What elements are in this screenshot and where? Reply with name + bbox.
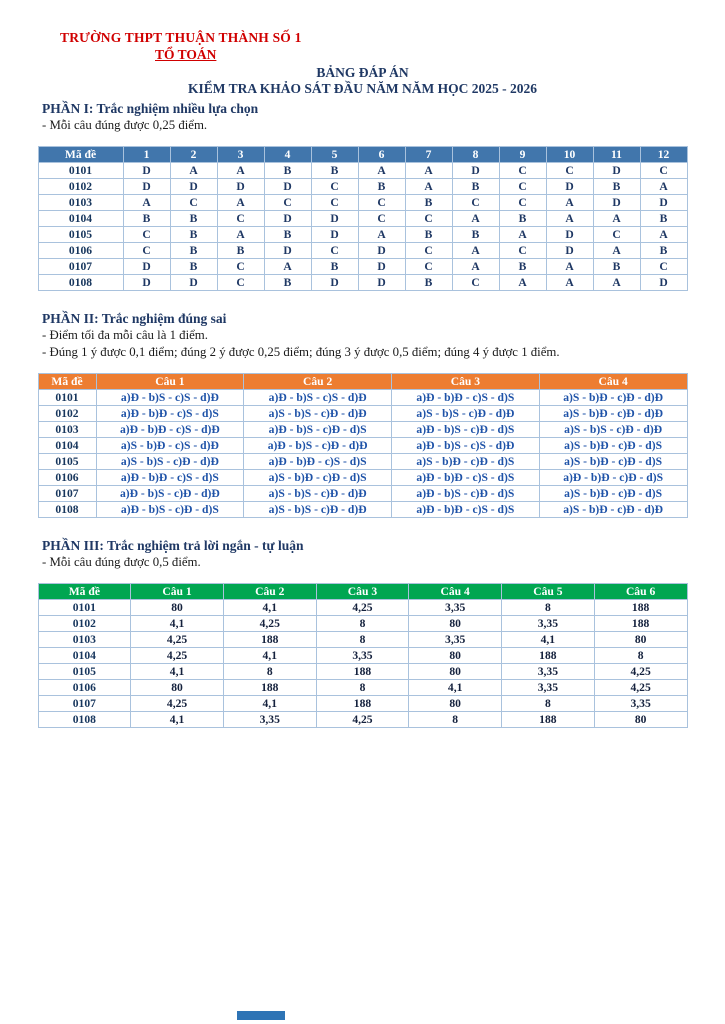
- answer-cell: A: [593, 211, 640, 227]
- exam-code-cell: 0106: [38, 470, 96, 486]
- table-row: [38, 243, 687, 259]
- answer-cell: 8: [223, 664, 316, 680]
- answer-cell: 80: [409, 696, 502, 712]
- answer-cell: 80: [594, 632, 687, 648]
- table-row: [38, 454, 687, 470]
- answer-cell: a)S - b)Đ - c)Đ - d)Đ: [539, 390, 687, 406]
- table-row: [38, 470, 687, 486]
- exam-code-cell: 0101: [38, 163, 123, 179]
- answer-cell: a)Đ - b)S - c)S - d)Đ: [96, 390, 244, 406]
- column-header: 7: [405, 147, 452, 163]
- answer-cell: a)Đ - b)S - c)S - d)Đ: [244, 390, 392, 406]
- exam-code-cell: 0105: [38, 664, 131, 680]
- part2-heading: PHẦN II: Trắc nghiệm đúng sai: [42, 311, 227, 326]
- answer-cell: D: [311, 227, 358, 243]
- table-row: [38, 616, 687, 632]
- answer-cell: D: [170, 275, 217, 291]
- exam-code-cell: 0106: [38, 680, 131, 696]
- answer-cell: 8: [502, 696, 595, 712]
- answer-cell: 80: [131, 600, 224, 616]
- answer-cell: 3,35: [316, 648, 409, 664]
- answer-cell: a)S - b)Đ - c)Đ - d)S: [539, 486, 687, 502]
- answer-cell: B: [405, 227, 452, 243]
- answer-cell: B: [170, 211, 217, 227]
- answer-cell: a)S - b)Đ - c)S - d)Đ: [96, 438, 244, 454]
- answer-cell: C: [405, 259, 452, 275]
- exam-code-cell: 0108: [38, 275, 123, 291]
- answer-cell: 4,25: [223, 616, 316, 632]
- answer-cell: a)S - b)Đ - c)Đ - d)S: [539, 454, 687, 470]
- answer-cell: A: [358, 163, 405, 179]
- part3-heading: PHẦN III: Trắc nghiệm trả lời ngắn - tự luận: [42, 538, 304, 553]
- answer-cell: 3,35: [502, 616, 595, 632]
- answer-cell: 4,1: [131, 712, 224, 728]
- scoring-note: - Mỗi câu đúng được 0,25 điểm.: [42, 118, 208, 132]
- table-row: [38, 600, 687, 616]
- section-part1: [0, 101, 725, 291]
- answer-cell: 8: [316, 616, 409, 632]
- answer-cell: 8: [502, 600, 595, 616]
- answer-cell: B: [499, 259, 546, 275]
- answer-cell: 3,35: [223, 712, 316, 728]
- answer-cell: a)Đ - b)Đ - c)S - d)S: [392, 470, 540, 486]
- answer-cell: C: [311, 195, 358, 211]
- page-footer-bar: [237, 1011, 285, 1020]
- header-row: [38, 584, 687, 600]
- answer-cell: B: [593, 179, 640, 195]
- column-header: Mã đề: [38, 147, 123, 163]
- exam-code-cell: 0103: [38, 422, 96, 438]
- answer-cell: A: [217, 195, 264, 211]
- answer-cell: C: [405, 211, 452, 227]
- answer-cell: B: [311, 259, 358, 275]
- answer-cell: a)Đ - b)Đ - c)S - d)Đ: [96, 422, 244, 438]
- answer-cell: a)S - b)S - c)Đ - d)Đ: [96, 454, 244, 470]
- answer-cell: D: [123, 179, 170, 195]
- answer-cell: a)Đ - b)S - c)S - d)Đ: [392, 438, 540, 454]
- column-header: Câu 3: [392, 374, 540, 390]
- exam-code-cell: 0104: [38, 438, 96, 454]
- table-row: [38, 438, 687, 454]
- answer-cell: D: [640, 195, 687, 211]
- table-row: [38, 486, 687, 502]
- answer-cell: B: [499, 211, 546, 227]
- answer-cell: C: [593, 227, 640, 243]
- answer-cell: 8: [409, 712, 502, 728]
- column-header: 6: [358, 147, 405, 163]
- answer-cell: A: [123, 195, 170, 211]
- column-header: 11: [593, 147, 640, 163]
- answer-cell: a)Đ - b)Đ - c)S - d)S: [96, 470, 244, 486]
- answer-cell: 4,1: [223, 648, 316, 664]
- answer-cell: 3,35: [409, 632, 502, 648]
- answer-cell: a)Đ - b)S - c)Đ - d)S: [392, 486, 540, 502]
- answer-cell: a)S - b)S - c)Đ - d)Đ: [392, 406, 540, 422]
- answer-cell: 4,25: [594, 680, 687, 696]
- answer-cell: 188: [223, 632, 316, 648]
- answer-cell: 80: [131, 680, 224, 696]
- answer-cell: B: [123, 211, 170, 227]
- answer-cell: a)S - b)Đ - c)Đ - d)S: [539, 438, 687, 454]
- answer-cell: a)Đ - b)Đ - c)Đ - d)S: [539, 470, 687, 486]
- answer-cell: a)Đ - b)S - c)Đ - d)Đ: [96, 486, 244, 502]
- column-header: 9: [499, 147, 546, 163]
- answer-cell: B: [452, 227, 499, 243]
- table-row: [38, 179, 687, 195]
- answer-cell: A: [217, 163, 264, 179]
- answer-cell: 188: [316, 664, 409, 680]
- answer-cell: C: [358, 211, 405, 227]
- answer-cell: a)Đ - b)S - c)Đ - d)S: [244, 422, 392, 438]
- answer-cell: C: [123, 227, 170, 243]
- column-header: 1: [123, 147, 170, 163]
- table-row: [38, 502, 687, 518]
- exam-code-cell: 0107: [38, 696, 131, 712]
- section-part3: [0, 538, 725, 728]
- answer-cell: B: [405, 195, 452, 211]
- answer-cell: 8: [316, 680, 409, 696]
- exam-code-cell: 0107: [38, 259, 123, 275]
- answer-cell: A: [452, 259, 499, 275]
- answer-cell: B: [264, 275, 311, 291]
- column-header: Câu 5: [502, 584, 595, 600]
- answer-cell: a)Đ - b)S - c)Đ - d)S: [392, 422, 540, 438]
- answer-cell: B: [264, 163, 311, 179]
- answer-cell: A: [640, 227, 687, 243]
- answer-cell: 4,1: [502, 632, 595, 648]
- exam-code-cell: 0106: [38, 243, 123, 259]
- table-row: [38, 664, 687, 680]
- column-header: 4: [264, 147, 311, 163]
- exam-code-cell: 0108: [38, 502, 96, 518]
- answer-cell: 4,25: [131, 696, 224, 712]
- answer-cell: A: [499, 227, 546, 243]
- scoring-note: - Điểm tối đa mỗi câu là 1 điểm.: [42, 328, 208, 342]
- answer-cell: A: [217, 227, 264, 243]
- column-header: Câu 2: [244, 374, 392, 390]
- answer-cell: a)S - b)S - c)Đ - d)Đ: [244, 406, 392, 422]
- table-row: [38, 259, 687, 275]
- answer-cell: D: [170, 179, 217, 195]
- answer-cell: a)Đ - b)Đ - c)S - d)S: [392, 502, 540, 518]
- table-row: [38, 648, 687, 664]
- answer-cell: 4,25: [594, 664, 687, 680]
- answer-cell: D: [123, 163, 170, 179]
- scoring-note: - Mỗi câu đúng được 0,5 điểm.: [42, 555, 201, 569]
- answer-cell: 3,35: [502, 664, 595, 680]
- column-header: 5: [311, 147, 358, 163]
- department-name: TỔ TOÁN: [155, 47, 217, 62]
- exam-code-cell: 0104: [38, 211, 123, 227]
- answer-cell: D: [546, 243, 593, 259]
- answer-cell: C: [546, 163, 593, 179]
- table-row: [38, 195, 687, 211]
- answer-cell: D: [546, 227, 593, 243]
- answer-cell: C: [217, 259, 264, 275]
- answer-cell: C: [499, 195, 546, 211]
- document-title: BẢNG ĐÁP ÁN: [316, 65, 409, 80]
- exam-code-cell: 0102: [38, 616, 131, 632]
- exam-code-cell: 0103: [38, 195, 123, 211]
- answer-cell: C: [217, 211, 264, 227]
- exam-code-cell: 0101: [38, 390, 96, 406]
- column-header: Câu 1: [96, 374, 244, 390]
- table-row: [38, 696, 687, 712]
- answer-cell: D: [593, 163, 640, 179]
- column-header: Câu 4: [539, 374, 687, 390]
- answer-cell: a)S - b)S - c)Đ - d)Đ: [244, 486, 392, 502]
- answer-cell: 188: [502, 648, 595, 664]
- answer-cell: A: [405, 179, 452, 195]
- column-header: Câu 4: [409, 584, 502, 600]
- answer-cell: B: [217, 243, 264, 259]
- answer-cell: A: [546, 195, 593, 211]
- exam-code-cell: 0107: [38, 486, 96, 502]
- answer-cell: 4,25: [316, 712, 409, 728]
- answer-cell: A: [546, 275, 593, 291]
- answer-cell: D: [264, 179, 311, 195]
- column-header: 3: [217, 147, 264, 163]
- answer-cell: A: [405, 163, 452, 179]
- column-header: Mã đề: [38, 584, 131, 600]
- answer-cell: A: [170, 163, 217, 179]
- answer-cell: B: [170, 259, 217, 275]
- answer-cell: 188: [223, 680, 316, 696]
- answer-cell: D: [358, 275, 405, 291]
- answer-cell: A: [593, 275, 640, 291]
- answer-cell: C: [452, 275, 499, 291]
- answer-cell: 4,1: [131, 616, 224, 632]
- column-header: 12: [640, 147, 687, 163]
- column-header: Câu 1: [131, 584, 224, 600]
- exam-code-cell: 0103: [38, 632, 131, 648]
- answer-cell: a)Đ - b)S - c)Đ - d)Đ: [244, 438, 392, 454]
- exam-code-cell: 0108: [38, 712, 131, 728]
- answer-cell: C: [311, 243, 358, 259]
- answer-cell: a)Đ - b)Đ - c)S - d)S: [392, 390, 540, 406]
- table-row: [38, 211, 687, 227]
- document-subtitle: KIỂM TRA KHẢO SÁT ĐẦU NĂM NĂM HỌC 2025 - 2026: [187, 81, 537, 96]
- answer-cell: a)S - b)S - c)Đ - d)Đ: [244, 502, 392, 518]
- answer-table-part2: [38, 373, 688, 518]
- column-header: Câu 3: [316, 584, 409, 600]
- answer-cell: D: [217, 179, 264, 195]
- answer-cell: 188: [594, 616, 687, 632]
- answer-cell: D: [123, 275, 170, 291]
- answer-cell: B: [640, 211, 687, 227]
- answer-cell: D: [264, 243, 311, 259]
- answer-cell: a)S - b)Đ - c)Đ - d)S: [244, 470, 392, 486]
- answer-cell: B: [170, 243, 217, 259]
- answer-cell: D: [123, 259, 170, 275]
- answer-cell: C: [640, 259, 687, 275]
- exam-code-cell: 0102: [38, 406, 96, 422]
- answer-cell: C: [123, 243, 170, 259]
- answer-cell: 8: [316, 632, 409, 648]
- exam-code-cell: 0104: [38, 648, 131, 664]
- answer-cell: A: [499, 275, 546, 291]
- answer-cell: 80: [594, 712, 687, 728]
- answer-cell: C: [311, 179, 358, 195]
- answer-cell: B: [640, 243, 687, 259]
- school-name: TRƯỜNG THPT THUẬN THÀNH SỐ 1: [60, 30, 302, 45]
- answer-cell: A: [264, 259, 311, 275]
- answer-cell: B: [311, 163, 358, 179]
- answer-cell: 4,1: [409, 680, 502, 696]
- answer-cell: C: [452, 195, 499, 211]
- answer-cell: A: [358, 227, 405, 243]
- answer-cell: a)Đ - b)S - c)Đ - d)S: [96, 502, 244, 518]
- section-part2: [0, 311, 725, 518]
- part1-heading: PHẦN I: Trắc nghiệm nhiều lựa chọn: [42, 101, 259, 116]
- table-row: [38, 712, 687, 728]
- answer-cell: 4,25: [131, 648, 224, 664]
- answer-cell: a)Đ - b)Đ - c)S - d)S: [96, 406, 244, 422]
- exam-code-cell: 0102: [38, 179, 123, 195]
- table-row: [38, 422, 687, 438]
- answer-cell: D: [452, 163, 499, 179]
- answer-cell: B: [593, 259, 640, 275]
- answer-cell: C: [640, 163, 687, 179]
- answer-cell: 3,35: [502, 680, 595, 696]
- answer-cell: C: [358, 195, 405, 211]
- table-row: [38, 275, 687, 291]
- column-header: 2: [170, 147, 217, 163]
- answer-cell: a)S - b)Đ - c)Đ - d)Đ: [539, 406, 687, 422]
- table-row: [38, 227, 687, 243]
- table-row: [38, 632, 687, 648]
- answer-cell: 188: [502, 712, 595, 728]
- column-header: Câu 6: [594, 584, 687, 600]
- table-row: [38, 406, 687, 422]
- answer-cell: C: [264, 195, 311, 211]
- answer-cell: B: [264, 227, 311, 243]
- answer-cell: a)S - b)Đ - c)Đ - d)Đ: [539, 502, 687, 518]
- answer-cell: a)Đ - b)Đ - c)S - d)S: [244, 454, 392, 470]
- answer-cell: D: [640, 275, 687, 291]
- answer-cell: B: [452, 179, 499, 195]
- answer-cell: C: [170, 195, 217, 211]
- answer-cell: 8: [594, 648, 687, 664]
- answer-cell: D: [358, 243, 405, 259]
- answer-cell: 4,1: [223, 696, 316, 712]
- answer-cell: 80: [409, 616, 502, 632]
- answer-cell: a)S - b)Đ - c)Đ - d)S: [392, 454, 540, 470]
- answer-cell: 4,1: [223, 600, 316, 616]
- answer-cell: A: [452, 243, 499, 259]
- answer-cell: 4,1: [131, 664, 224, 680]
- answer-cell: 4,25: [131, 632, 224, 648]
- table-row: [38, 390, 687, 406]
- answer-cell: C: [499, 179, 546, 195]
- answer-cell: C: [405, 243, 452, 259]
- exam-code-cell: 0105: [38, 227, 123, 243]
- answer-cell: D: [546, 179, 593, 195]
- spacer: [0, 518, 725, 538]
- answer-cell: D: [311, 275, 358, 291]
- answer-cell: C: [217, 275, 264, 291]
- answer-cell: A: [640, 179, 687, 195]
- table-row: [38, 163, 687, 179]
- answer-cell: A: [452, 211, 499, 227]
- answer-cell: A: [546, 259, 593, 275]
- answer-cell: 80: [409, 664, 502, 680]
- scoring-note: - Đúng 1 ý được 0,1 điểm; đúng 2 ý được 0,25 điểm; đúng 3 ý được 0,5 điểm; đúng 4 ý được 1 điểm.: [42, 345, 560, 359]
- answer-cell: D: [311, 211, 358, 227]
- header-row: [38, 147, 687, 163]
- answer-cell: D: [593, 195, 640, 211]
- answer-cell: D: [264, 211, 311, 227]
- column-header: Mã đề: [38, 374, 96, 390]
- column-header: 10: [546, 147, 593, 163]
- table-row: [38, 680, 687, 696]
- answer-cell: A: [546, 211, 593, 227]
- answer-cell: C: [499, 243, 546, 259]
- exam-code-cell: 0101: [38, 600, 131, 616]
- answer-table-part1: [38, 146, 688, 291]
- spacer: [0, 291, 725, 311]
- header-row: [38, 374, 687, 390]
- exam-code-cell: 0105: [38, 454, 96, 470]
- answer-cell: B: [358, 179, 405, 195]
- answer-cell: 4,25: [316, 600, 409, 616]
- answer-cell: 80: [409, 648, 502, 664]
- answer-cell: 3,35: [594, 696, 687, 712]
- answer-cell: B: [405, 275, 452, 291]
- answer-cell: a)S - b)S - c)Đ - d)Đ: [539, 422, 687, 438]
- column-header: 8: [452, 147, 499, 163]
- answer-cell: 3,35: [409, 600, 502, 616]
- answer-cell: D: [358, 259, 405, 275]
- answer-cell: 188: [594, 600, 687, 616]
- answer-cell: 188: [316, 696, 409, 712]
- answer-cell: A: [593, 243, 640, 259]
- answer-table-part3: [38, 583, 688, 728]
- answer-cell: C: [499, 163, 546, 179]
- answer-cell: B: [170, 227, 217, 243]
- column-header: Câu 2: [223, 584, 316, 600]
